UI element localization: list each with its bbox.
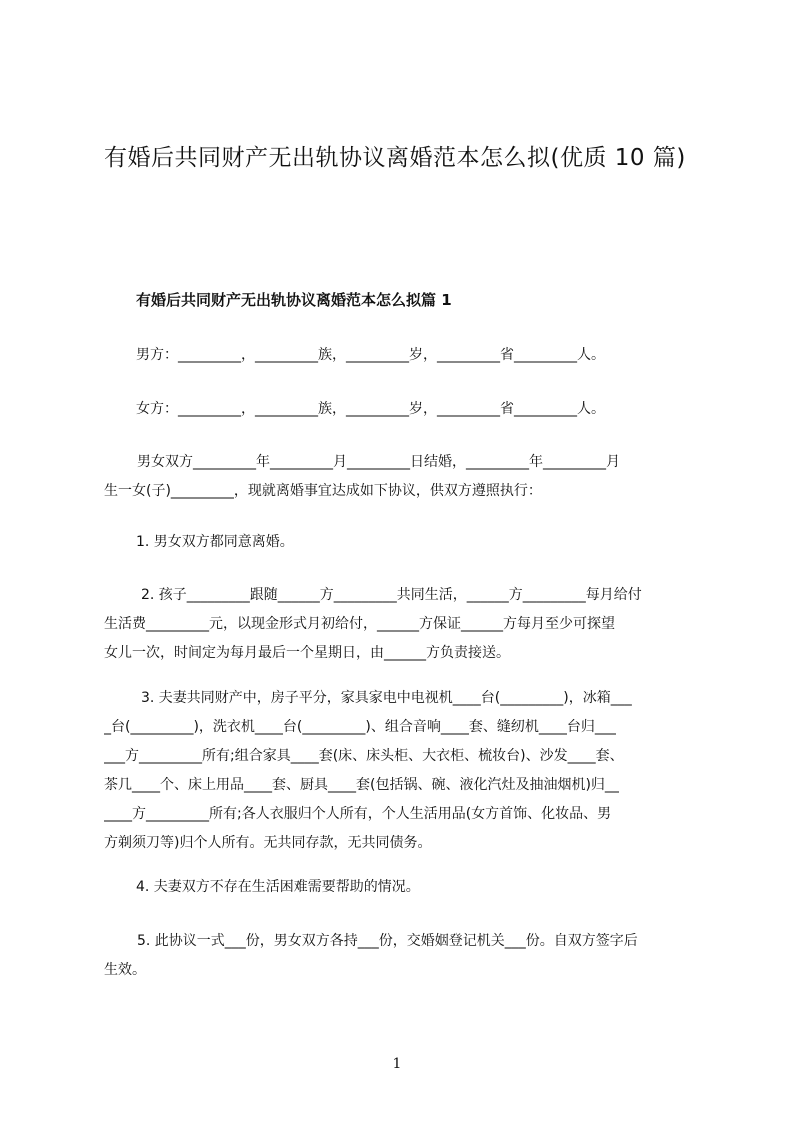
- paragraph-line: 生一女(子)_________，现就离婚事宜达成如下协议，供双方遵照执行：: [104, 483, 542, 499]
- male-party-line: 男方：_________，_________族，_________岁，_________省_________人。: [136, 347, 605, 363]
- female-party-line: 女方：_________，_________族，_________岁，_________省_________人。: [136, 401, 605, 417]
- paragraph-line: 男女双方_________年_________月_________日结婚，_________年_________月: [137, 454, 620, 470]
- clause-5: [104, 927, 702, 985]
- paragraph-line: ___方_________所有;组合家具____套(床、床头柜、大衣柜、梳妆台)、沙发____套、: [104, 748, 624, 764]
- page-number: 1: [392, 1056, 402, 1072]
- clause-3: [104, 684, 702, 858]
- paragraph-line: 5. 此协议一式___份，男女双方各持___份，交婚姻登记机关___份。自双方签字后: [137, 933, 638, 949]
- paragraph-line: ____方_________所有;各人衣服归个人所有，个人生活用品(女方首饰、化妆品、男: [104, 806, 612, 822]
- paragraph-line: _台(_________)，洗衣机____台(_________)、组合音响____套、缝纫机____台归___: [104, 719, 616, 735]
- paragraph-line: 生活费_________元，以现金形式月初给付，______方保证______方每月至少可探望: [104, 616, 615, 632]
- paragraph-line: 女儿一次，时间定为每月最后一个星期日，由______方负责接送。: [104, 645, 510, 661]
- paragraph-line: 生效。: [104, 962, 146, 978]
- clause-4: 4. 夫妻双方不存在生活困难需要帮助的情况。: [136, 879, 420, 895]
- paragraph-line: 茶几____个、床上用品____套、厨具____套(包括锅、碗、液化汽灶及抽油烟机)归__: [104, 777, 619, 793]
- paragraph-line: 3. 夫妻共同财产中，房子平分，家具家电中电视机____台(_________)，冰箱___: [141, 690, 632, 706]
- clause-2: [104, 581, 702, 668]
- section-heading: 有婚后共同财产无出轨协议离婚范本怎么拟篇 1: [136, 291, 452, 309]
- clause-1: 1. 男女双方都同意离婚。: [136, 534, 294, 550]
- paragraph-line: 方剃须刀等)归个人所有。无共同存款，无共同债务。: [104, 835, 432, 851]
- marriage-paragraph: [104, 448, 702, 506]
- paragraph-line: 2. 孩子_________跟随______方_________共同生活，______方_________每月给付: [141, 587, 642, 603]
- document-title: 有婚后共同财产无出轨协议离婚范本怎么拟(优质 10 篇): [104, 145, 686, 171]
